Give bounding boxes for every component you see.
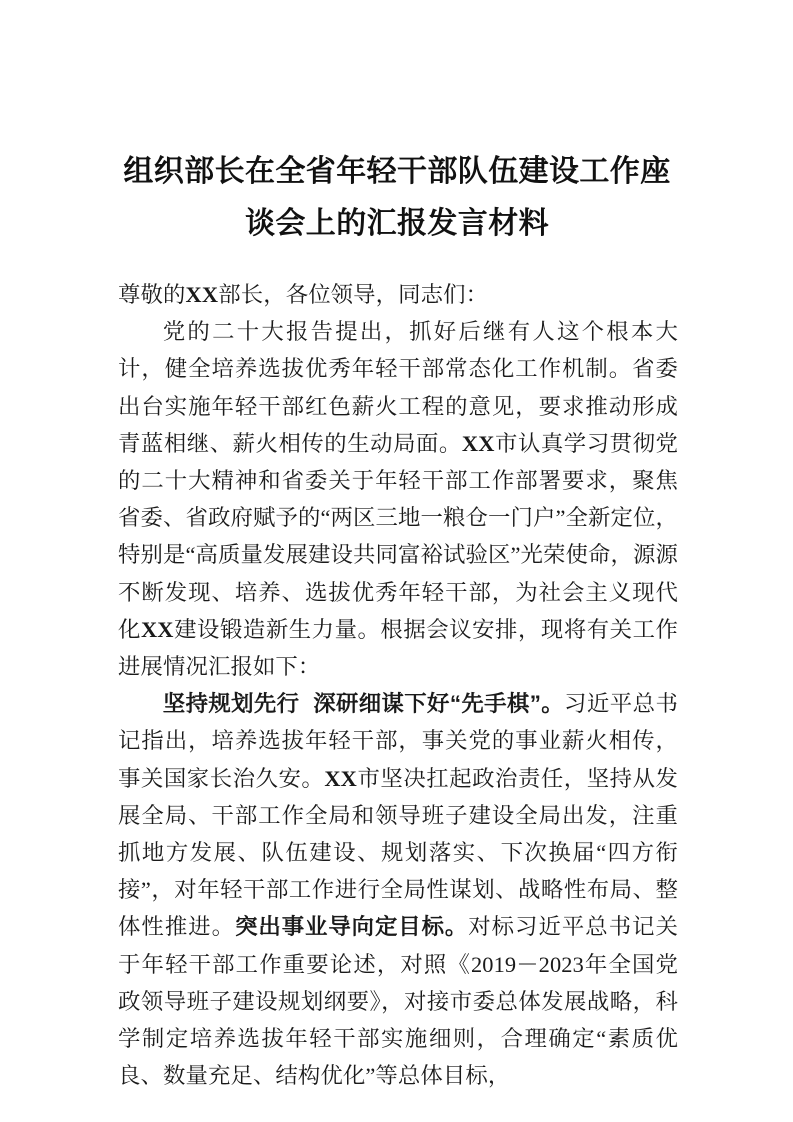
- paragraph-2-run-7: 突出事业导向定目标。: [235, 914, 469, 940]
- paragraph-2-run-8: 对标习近平总书记关于年轻干部工作重要论述，对照《: [118, 914, 679, 977]
- paragraph-2-run-6: 市坚决扛起政治责任，坚持从发展全局、干部工作全局和领导班子建设全局出发，注重抓地方发展、队伍建设、规划落实、下次换届“四方衔接”，对年轻干部工作进行全局性谋划、战略性布局、整体性推进。: [118, 765, 678, 940]
- paragraph-1-run-2: XX: [461, 430, 495, 456]
- document-body: [118, 276, 678, 1094]
- page-title-line-2: 谈会上的汇报发言材料: [245, 207, 549, 241]
- paragraph-2-run-10: 年全国党政领导班子建设规划纲要》，对接市委总体发展战略，科学制定培养选拔年轻干部实施细则，合理确定“素质优良、数量充足、结构优化”等总体目标，: [118, 951, 679, 1089]
- salutation-prefix: 尊敬的: [118, 282, 186, 307]
- paragraph-1-run-5: 建设锻造新生力量。根据会议安排，现将有关工作进展情况汇报如下：: [118, 616, 679, 680]
- paragraph-1: [118, 313, 678, 685]
- paragraph-2-run-5: XX: [324, 765, 358, 791]
- paragraph-1-run-3: 市认真学习贯彻党的二十大精神和省委关于年轻干部工作部署要求，聚焦省委、省政府赋予的“两区三地一粮仓一门户”全新定位，特别是“高质量发展建设共同富裕试验区”光荣使命，源源不断发现、培养、选拔优秀年轻干部，为社会主义现代化: [118, 430, 678, 642]
- paragraph-1-run-4: XX: [140, 616, 174, 642]
- salutation-line: [118, 276, 678, 313]
- paragraph-2: [118, 685, 678, 1094]
- paragraph-1-run-1: 党的二十大报告提出，抓好后继有人这个根本大计，健全培养选拔优秀年轻干部常态化工作机制。省委出台实施年轻干部红色薪火工程的意见，要求推动形成青蓝相继、薪火相传的生动局面。: [118, 319, 678, 456]
- paragraph-2-run-1: 坚持规划先行: [162, 691, 300, 717]
- paragraph-2-run-9: 2019－2023: [471, 951, 584, 977]
- salutation-suffix: 部长，各位领导，同志们：: [218, 282, 489, 307]
- paragraph-2-run-3: 深研细谋下好“先手棋”。: [312, 691, 565, 717]
- paragraph-2-run-4: 习近平总书记指出，培养选拔年轻干部，事关党的事业薪火相传，事关国家长治久安。: [118, 691, 679, 791]
- page-title-line-1: 组织部长在全省年轻干部队伍建设工作座: [123, 155, 671, 189]
- page-title: [118, 146, 676, 250]
- salutation-placeholder-name: XX: [185, 282, 219, 307]
